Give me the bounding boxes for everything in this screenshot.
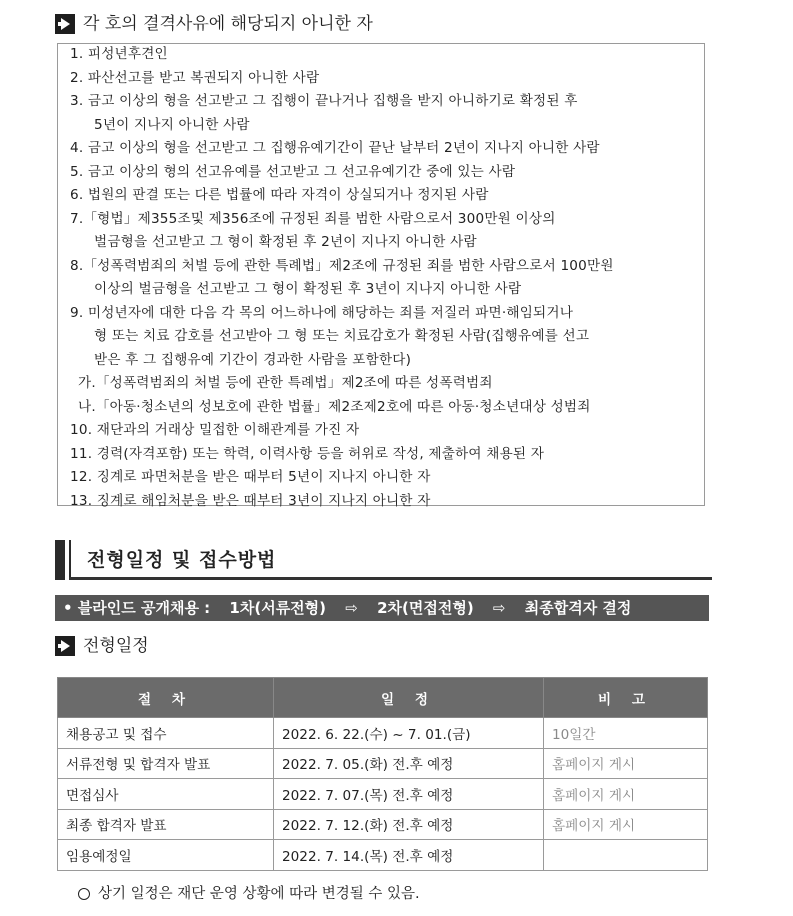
cell-schedule: 2022. 6. 22.(수) ~ 7. 01.(금) [274,718,544,749]
circle-bullet-icon [78,888,90,900]
list-item: 2. 파산선고를 받고 복권되지 아니한 사람 [70,69,320,86]
banner-prefix: • 블라인드 공개채용 : [63,599,211,617]
arrow-right-icon [55,14,75,34]
list-item: 5년이 지나지 아니한 사람 [94,116,250,133]
disqualification-box [57,43,705,509]
list-item: 7.「형법」제355조및 제356조에 규정된 죄를 범한 사람으로서 300만원 이상의 [70,210,556,227]
list-item: 가.「성폭력범죄의 처벌 등에 관한 특례법」제2조에 따른 성폭력범죄 [78,375,493,391]
list-item: 11. 경력(자격포함) 또는 학력, 이력사항 등을 허위로 작성, 제출하여 채용된 자 [70,445,545,462]
cell-schedule: 2022. 7. 14.(목) 전.후 예정 [274,840,544,871]
list-item: 9. 미성년자에 대한 다음 각 목의 어느하나에 해당하는 죄를 저질러 파면·해임되거나 [70,304,574,321]
section-title-text: 전형일정 및 접수방법 [87,549,277,571]
schedule-table [57,677,708,871]
cell-procedure: 서류전형 및 합격자 발표 [58,748,274,779]
header-schedule: 일 정 [274,678,544,718]
banner-step2: 2차(면접전형) [377,599,474,617]
table-row [58,748,708,779]
cell-schedule: 2022. 7. 12.(화) 전.후 예정 [274,809,544,840]
cell-schedule: 2022. 7. 07.(목) 전.후 예정 [274,779,544,810]
section-title-bar [55,540,65,580]
cell-note: 홈페이지 게시 [544,748,708,779]
list-item: 나.「아동·청소년의 성보호에 관한 법률」제2조제2호에 따른 아동·청소년대상 성범죄 [78,398,591,415]
list-item: 4. 금고 이상의 형을 선고받고 그 집행유예기간이 끝난 날부터 2년이 지나지 아니한 사람 [70,140,600,156]
table-row [58,840,708,871]
schedule-heading [55,634,149,658]
header-note: 비 고 [544,678,708,718]
arrow-icon: ⇨ [345,599,358,617]
schedule-heading-text: 전형일정 [83,636,149,656]
banner-step3: 최종합격자 결정 [524,599,632,617]
cell-procedure: 면접심사 [58,779,274,810]
table-header-row [58,678,708,718]
process-banner [55,595,709,621]
list-item: 12. 징계로 파면처분을 받은 때부터 5년이 지나지 아니한 자 [70,469,431,485]
cell-note: 홈페이지 게시 [544,809,708,840]
list-item: 받은 후 그 집행유예 기간이 경과한 사람을 포함한다) [94,351,412,368]
list-item: 1. 피성년후견인 [70,46,168,62]
table-row [58,809,708,840]
list-item: 6. 법원의 판결 또는 다른 법률에 따라 자격이 상실되거나 정지된 사람 [70,187,489,203]
cell-note [544,840,708,871]
list-item: 벌금형을 선고받고 그 형이 확정된 후 2년이 지나지 아니한 사람 [94,234,477,250]
cell-procedure: 채용공고 및 접수 [58,718,274,749]
list-item: 5. 금고 이상의 형의 선고유예를 선고받고 그 선고유예기간 중에 있는 사람 [70,163,516,180]
arrow-right-icon [55,636,75,656]
cell-note: 홈페이지 게시 [544,779,708,810]
disqualification-heading-text: 각 호의 결격사유에 해당되지 아니한 자 [83,14,373,34]
footnote-text: 상기 일정은 재단 운영 상황에 따라 변경될 수 있음. [98,886,420,902]
table-row [58,779,708,810]
list-item: 형 또는 치료 감호를 선고받아 그 형 또는 치료감호가 확정된 사람(집행유예를 선고 [94,328,590,344]
schedule-footnote [78,883,420,905]
cell-schedule: 2022. 7. 05.(화) 전.후 예정 [274,748,544,779]
list-item: 10. 재단과의 거래상 밀접한 이해관계를 가진 자 [70,422,360,438]
section-title-underline [69,577,712,580]
cell-procedure: 최종 합격자 발표 [58,809,274,840]
list-item: 이상의 벌금형을 선고받고 그 형이 확정된 후 3년이 지나지 아니한 사람 [94,281,522,297]
cell-note: 10일간 [544,718,708,749]
list-item: 13. 징계로 해임처분을 받은 때부터 3년이 지나지 아니한 자 [70,492,431,509]
list-item: 3. 금고 이상의 형을 선고받고 그 집행이 끝나거나 집행을 받지 아니하기로 확정된 후 [70,93,578,109]
table-row [58,718,708,749]
cell-procedure: 임용예정일 [58,840,274,871]
header-procedure: 절 차 [58,678,274,718]
disqualification-heading [55,12,373,36]
arrow-icon: ⇨ [492,599,506,617]
list-item: 8.「성폭력범죄의 처벌 등에 관한 특례법」제2조에 규정된 죄를 범한 사람으로서 100만원 [70,257,614,274]
section-title-divider [69,540,71,580]
banner-step1: 1차(서류전형) [229,599,327,617]
section-title [55,540,712,580]
